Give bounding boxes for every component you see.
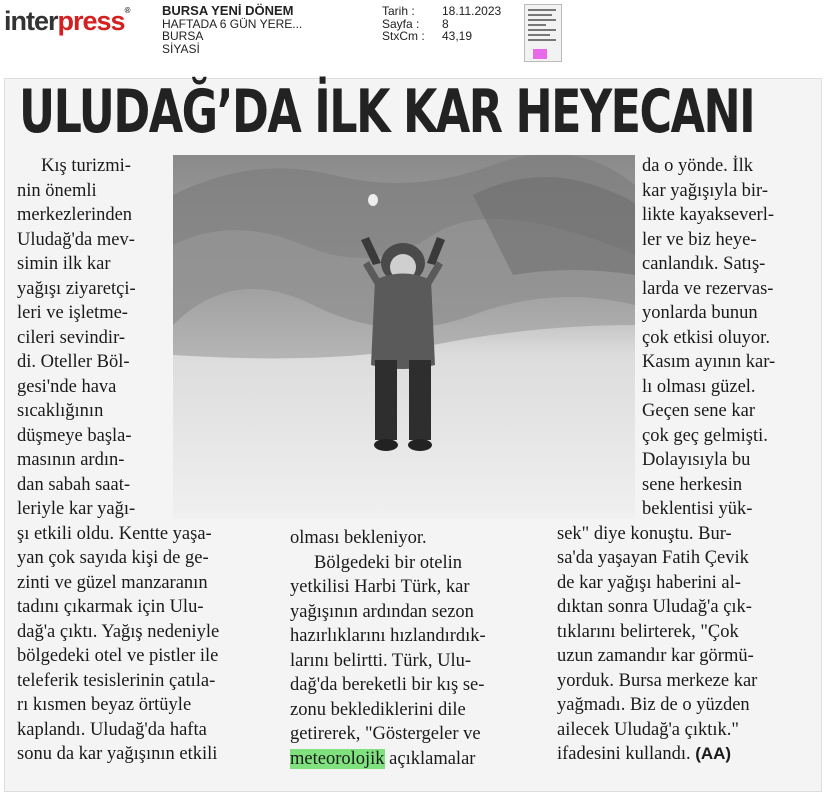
publication-city: BURSA: [162, 29, 204, 43]
text-line: ler ve biz heye-: [642, 229, 757, 250]
text-line: cileri sevindir-: [17, 327, 126, 348]
text-line: hazırlıklarını hızlandırdık-: [290, 626, 486, 646]
stxcm-value: 43,19: [442, 29, 473, 43]
text-line: leri ve işletme-: [17, 303, 128, 323]
text-line: Geçen sene kar: [642, 401, 755, 421]
page-label: Sayfa :: [382, 16, 420, 31]
text-line: di. Oteller Böl-: [17, 352, 130, 372]
text-line: çok etkisi oluyor.: [642, 327, 770, 348]
page-thumbnail[interactable]: [524, 4, 562, 62]
date-value: 18.11.2023: [442, 4, 502, 18]
page-value: 8: [442, 16, 449, 31]
text-line: zinti ve güzel manzaranın: [17, 572, 208, 593]
text-line: dağ'da bereketli bir kış se-: [290, 675, 485, 695]
text-line: ailecek Uludağ'a çıktık.": [557, 719, 739, 740]
text-line: sıcaklığının: [17, 401, 104, 421]
text-line: yorduk. Bursa merkeze kar: [557, 670, 758, 691]
article-column-2: [290, 526, 486, 771]
text-line: tadını çıkarmak için Ulu-: [17, 597, 204, 617]
text-line: bölgedeki otel ve pistler ile: [17, 646, 219, 666]
text-line: Kış turizmi-: [41, 156, 131, 176]
text-line: yetkilisi Harbi Türk, kar: [290, 577, 470, 597]
highlighted-keyword: meteorolojik: [290, 748, 385, 769]
article-clipping: [4, 78, 822, 792]
text-line: teleferik tesislerinin çatıla-: [17, 670, 216, 691]
article-column-1: [17, 154, 219, 767]
text-fragment: ifadesini kullandı.: [557, 744, 696, 764]
text-line: larını belirtti. Türk, Ulu-: [290, 650, 472, 671]
text-line: Bölgedeki bir otelin: [314, 552, 462, 573]
text-line: [557, 742, 775, 767]
source-credit: (AA): [695, 744, 732, 763]
publication-name: BURSA YENİ DÖNEM: [162, 3, 294, 18]
text-line: canlandık. Satış-: [642, 254, 766, 274]
text-line: sek" diye konuştu. Bur-: [557, 523, 732, 544]
logo-registered-mark: ®: [124, 6, 130, 15]
text-line: dıktan sonra Uludağ'a çık-: [557, 597, 752, 617]
text-line: tıklarını belirterek, "Çok: [557, 621, 739, 642]
text-line: sa'da yaşayan Fatih Çevik: [557, 548, 749, 568]
text-line: simin ilk kar: [17, 254, 111, 274]
publication-frequency: HAFTADA 6 GÜN YERE...: [162, 16, 303, 31]
publication-category: SİYASİ: [162, 41, 200, 56]
clipping-header: [0, 0, 826, 76]
text-line: Uludağ'da mev-: [17, 229, 135, 250]
text-line: sene herkesin: [642, 474, 743, 495]
text-line: gesi'nde hava: [17, 376, 117, 397]
article-column-3: [557, 154, 775, 767]
text-line: kar yağışıyla bir-: [642, 180, 769, 201]
text-line: rı kısmen beyaz örtüyle: [17, 695, 192, 715]
text-line: likte kayakseverl-: [642, 205, 775, 225]
text-line: yağışı ziyaretçi-: [17, 278, 136, 299]
text-line: [290, 747, 486, 772]
interpress-logo: [4, 6, 129, 37]
text-line: lı olması güzel.: [642, 376, 756, 397]
text-line: merkezlerinden: [17, 205, 133, 225]
text-line: yağmadı. Biz de o yüzden: [557, 695, 750, 715]
text-fragment: açıklamalar: [384, 748, 476, 769]
logo-text-press: press: [57, 6, 125, 36]
text-line: de kar yağışı haberini al-: [557, 572, 741, 593]
text-line: nin önemli: [17, 180, 97, 201]
text-line: leriyle kar yağı-: [17, 499, 136, 519]
text-line: larda ve rezervas-: [642, 278, 774, 299]
text-line: sonu da kar yağışının etkili: [17, 744, 218, 764]
text-line: Dolayısıyla bu: [642, 450, 751, 470]
text-line: uzun zamandır kar görmü-: [557, 646, 754, 666]
text-line: Kasım ayının kar-: [642, 352, 776, 372]
text-line: getirerek, "Göstergeler ve: [290, 724, 481, 744]
text-line: yağışının ardından sezon: [290, 601, 474, 622]
text-line: yonlarda bunun: [642, 303, 758, 323]
date-label: Tarih :: [382, 4, 415, 18]
text-line: dağ'a çıktı. Yağış nedeniyle: [17, 621, 220, 642]
logo-text-inter: inter: [4, 6, 58, 36]
text-line: şı etkili oldu. Kentte yaşa-: [17, 523, 212, 544]
stxcm-label: StxCm :: [382, 29, 425, 43]
text-line: kaplandı. Uludağ'da hafta: [17, 719, 207, 740]
clipping-details: [382, 5, 501, 43]
text-line: çok geç gelmişti.: [642, 425, 768, 446]
text-line: masının ardın-: [17, 450, 125, 470]
text-line: zonu beklediklerini dile: [290, 699, 466, 720]
article-headline: ULUDAĞ’DA İLK KAR HEYECANI: [19, 77, 755, 147]
text-line: dan sabah saat-: [17, 474, 131, 495]
text-line: beklentisi yük-: [642, 499, 753, 519]
text-line: olması bekleniyor.: [290, 528, 427, 548]
text-line: düşmeye başla-: [17, 425, 132, 446]
publication-info: [162, 5, 302, 55]
text-line: da o yönde. İlk: [642, 156, 753, 176]
thumbnail-article-marker: [533, 49, 547, 59]
text-line: yan çok sayıda kişi de ge-: [17, 548, 209, 568]
